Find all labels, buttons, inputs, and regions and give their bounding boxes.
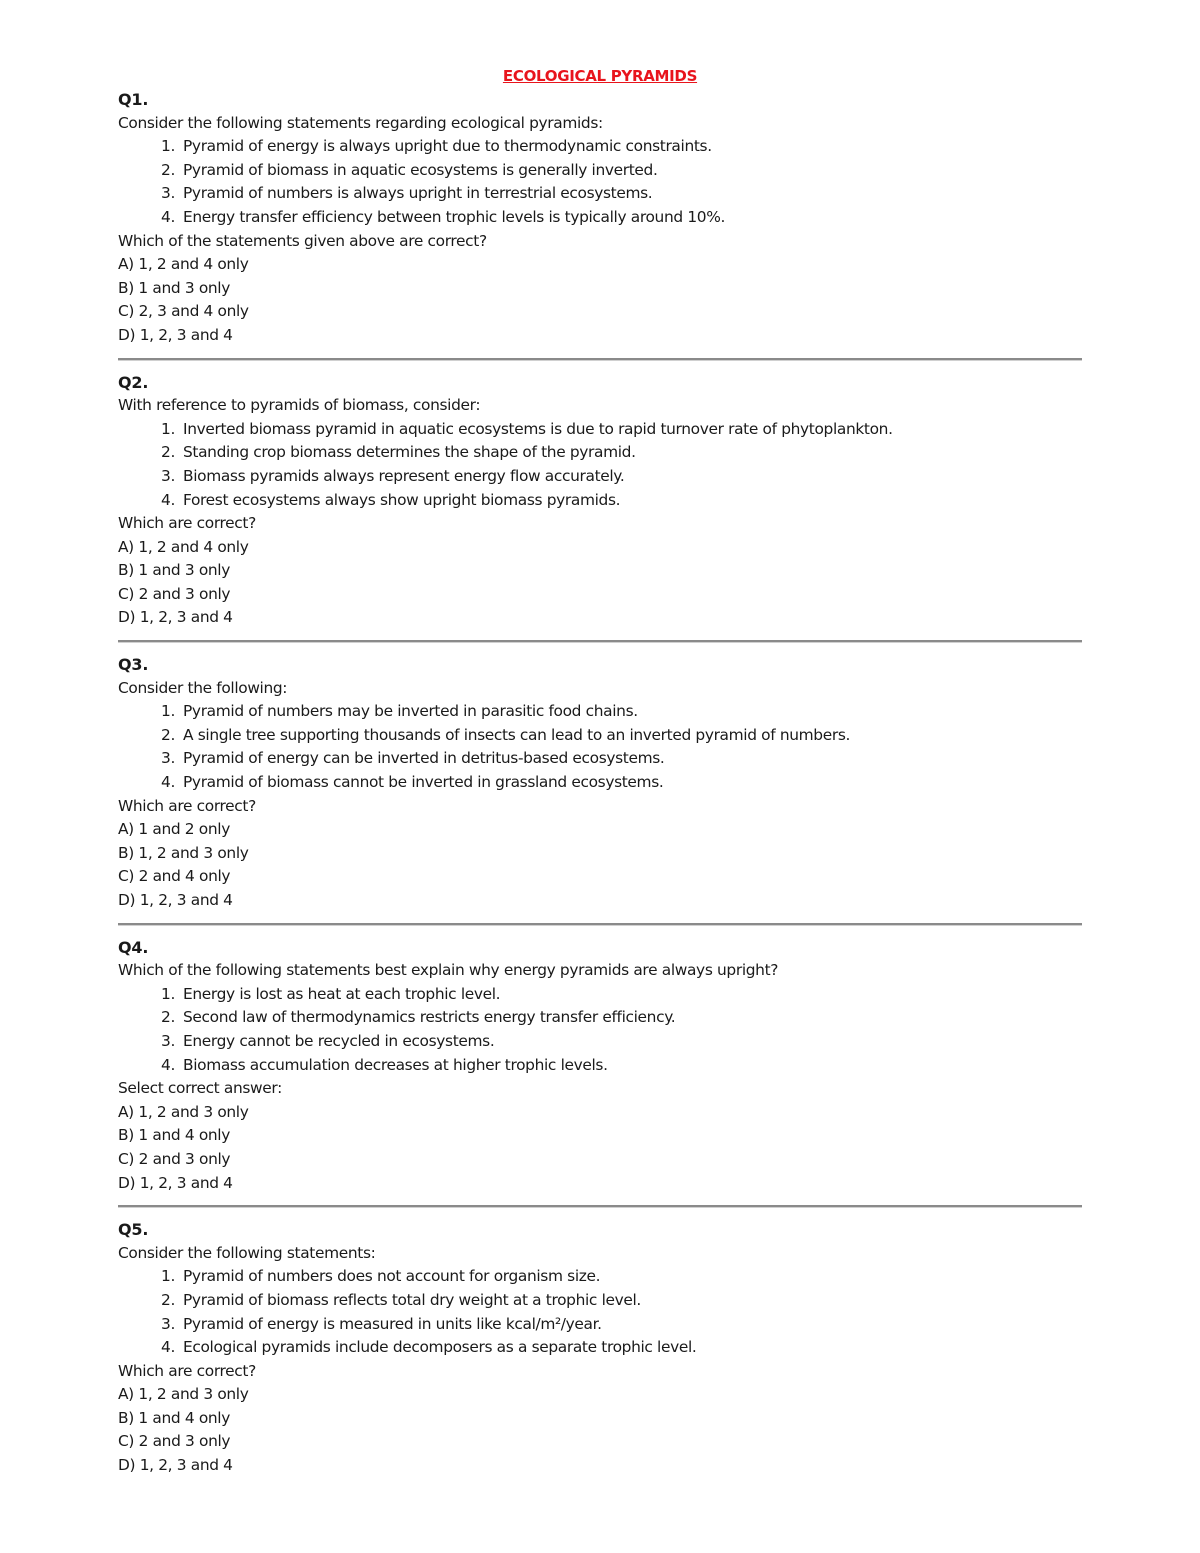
statement-number: 4. — [161, 207, 175, 226]
option-list — [118, 1101, 1082, 1195]
question-label: Q1. — [118, 90, 149, 109]
statement-item — [118, 1336, 1082, 1360]
statement-text: Pyramid of numbers is always upright in terrestrial ecosystems. — [183, 184, 653, 203]
statement-item — [118, 983, 1082, 1007]
statement-number: 4. — [161, 1338, 175, 1357]
question-prompt: Consider the following statements regarding ecological pyramids: — [118, 113, 603, 132]
option-list — [118, 253, 1082, 347]
statement-text: Inverted biomass pyramid in aquatic ecosystems is due to rapid turnover rate of phytoplankton. — [183, 419, 893, 438]
answer-option: A) 1 and 2 only — [118, 820, 230, 839]
section-divider — [118, 358, 1082, 361]
answer-option: A) 1, 2 and 4 only — [118, 255, 249, 274]
answer-option: C) 2 and 3 only — [118, 1432, 231, 1451]
statement-text: Standing crop biomass determines the shape of the pyramid. — [183, 443, 636, 462]
statement-text: Pyramid of biomass reflects total dry weight at a trophic level. — [183, 1290, 641, 1309]
answer-option: D) 1, 2, 3 and 4 — [118, 891, 233, 909]
question-text: Which are correct? — [118, 796, 256, 815]
section-divider — [118, 1205, 1082, 1208]
section-divider — [118, 640, 1082, 643]
answer-option: C) 2 and 3 only — [118, 584, 231, 603]
statement-text: Pyramid of biomass in aquatic ecosystems is generally inverted. — [183, 160, 658, 179]
statement-item — [118, 465, 1082, 489]
statement-item — [118, 441, 1082, 465]
question-label: Q5. — [118, 1220, 149, 1240]
question-block-5 — [118, 1218, 1082, 1478]
answer-option: B) 1 and 3 only — [118, 278, 230, 297]
answer-option: D) 1, 2, 3 and 4 — [118, 325, 233, 344]
statement-text: Forest ecosystems always show upright biomass pyramids. — [183, 490, 621, 509]
question-prompt: Which of the following statements best explain why energy pyramids are always upright? — [118, 961, 779, 980]
answer-option: C) 2 and 4 only — [118, 867, 231, 886]
question-text: Select correct answer: — [118, 1079, 282, 1098]
answer-option: D) 1, 2, 3 and 4 — [118, 608, 233, 627]
statement-number: 3. — [161, 184, 175, 203]
statement-list — [118, 700, 1082, 794]
statement-item — [118, 182, 1082, 206]
statement-number: 4. — [161, 1055, 175, 1074]
statement-text: Pyramid of energy can be inverted in detritus-based ecosystems. — [183, 749, 665, 768]
question-block-2 — [118, 371, 1082, 631]
document-page — [118, 64, 1082, 1478]
statement-item — [118, 700, 1082, 724]
statement-item — [118, 418, 1082, 442]
question-prompt: Consider the following: — [118, 678, 288, 697]
statement-text: Second law of thermodynamics restricts energy transfer efficiency. — [183, 1008, 676, 1027]
statement-text: Biomass pyramids always represent energy flow accurately. — [183, 466, 625, 485]
option-list — [118, 818, 1082, 912]
statement-item — [118, 747, 1082, 771]
statement-text: Pyramid of energy is measured in units like kcal/m²/year. — [183, 1314, 602, 1333]
statement-number: 3. — [161, 749, 175, 768]
statement-number: 2. — [161, 443, 175, 462]
statement-number: 3. — [161, 466, 175, 485]
statement-number: 2. — [161, 1290, 175, 1309]
question-block-4 — [118, 936, 1082, 1196]
statement-number: 4. — [161, 490, 175, 509]
answer-option: B) 1 and 4 only — [118, 1126, 230, 1145]
question-text: Which are correct? — [118, 1361, 256, 1380]
answer-option: B) 1, 2 and 3 only — [118, 843, 249, 862]
statement-text: Pyramid of numbers does not account for organism size. — [183, 1267, 601, 1286]
question-prompt: Consider the following statements: — [118, 1243, 376, 1262]
statement-number: 1. — [161, 702, 175, 721]
statement-number: 1. — [161, 137, 175, 156]
answer-option: B) 1 and 3 only — [118, 561, 230, 580]
statement-number: 2. — [161, 1008, 175, 1027]
statement-number: 1. — [161, 419, 175, 438]
statement-text: Energy transfer efficiency between trophic levels is typically around 10%. — [183, 207, 726, 226]
answer-option: D) 1, 2, 3 and 4 — [118, 1173, 233, 1192]
question-label: Q2. — [118, 372, 149, 392]
question-block-3 — [118, 653, 1082, 913]
statement-text: Pyramid of numbers may be inverted in parasitic food chains. — [183, 702, 638, 721]
document-title: ECOLOGICAL PYRAMIDS — [502, 67, 698, 85]
question-block-1 — [118, 88, 1082, 348]
answer-option: C) 2, 3 and 4 only — [118, 302, 249, 321]
statement-item — [118, 489, 1082, 513]
answer-option: C) 2 and 3 only — [118, 1149, 231, 1168]
statement-item — [118, 1054, 1082, 1078]
statement-text: Energy cannot be recycled in ecosystems. — [183, 1031, 495, 1050]
answer-option: B) 1 and 4 only — [118, 1408, 230, 1427]
question-text: Which are correct? — [118, 514, 256, 533]
statement-number: 1. — [161, 1267, 175, 1286]
statement-list — [118, 1265, 1082, 1359]
question-list — [118, 88, 1082, 1478]
question-label: Q3. — [118, 655, 149, 675]
answer-option: D) 1, 2, 3 and 4 — [118, 1456, 233, 1475]
statement-number: 1. — [161, 984, 175, 1003]
statement-item — [118, 1313, 1082, 1337]
statement-list — [118, 983, 1082, 1077]
statement-text: A single tree supporting thousands of insects can lead to an inverted pyramid of numbers. — [183, 725, 851, 744]
statement-number: 3. — [161, 1314, 175, 1333]
answer-option: A) 1, 2 and 3 only — [118, 1385, 249, 1404]
statement-number: 2. — [161, 725, 175, 744]
statement-number: 3. — [161, 1031, 175, 1050]
statement-item — [118, 1006, 1082, 1030]
statement-item — [118, 206, 1082, 230]
option-list — [118, 1383, 1082, 1477]
statement-item — [118, 1265, 1082, 1289]
section-divider — [118, 923, 1082, 926]
statement-text: Ecological pyramids include decomposers as a separate trophic level. — [183, 1338, 697, 1357]
statement-item — [118, 135, 1082, 159]
statement-list — [118, 135, 1082, 229]
statement-number: 2. — [161, 160, 175, 179]
statement-text: Biomass accumulation decreases at higher trophic levels. — [183, 1055, 608, 1074]
question-prompt: With reference to pyramids of biomass, consider: — [118, 396, 481, 415]
statement-text: Energy is lost as heat at each trophic level. — [183, 984, 501, 1003]
answer-option: A) 1, 2 and 4 only — [118, 537, 249, 556]
question-label: Q4. — [118, 937, 149, 957]
answer-option: A) 1, 2 and 3 only — [118, 1102, 249, 1121]
option-list — [118, 536, 1082, 630]
statement-text: Pyramid of biomass cannot be inverted in grassland ecosystems. — [183, 773, 664, 792]
statement-item — [118, 159, 1082, 183]
statement-item — [118, 1289, 1082, 1313]
statement-list — [118, 418, 1082, 512]
statement-text: Pyramid of energy is always upright due to thermodynamic constraints. — [183, 137, 712, 156]
statement-item — [118, 724, 1082, 748]
question-text: Which of the statements given above are correct? — [118, 231, 487, 250]
statement-number: 4. — [161, 773, 175, 792]
statement-item — [118, 1030, 1082, 1054]
statement-item — [118, 771, 1082, 795]
